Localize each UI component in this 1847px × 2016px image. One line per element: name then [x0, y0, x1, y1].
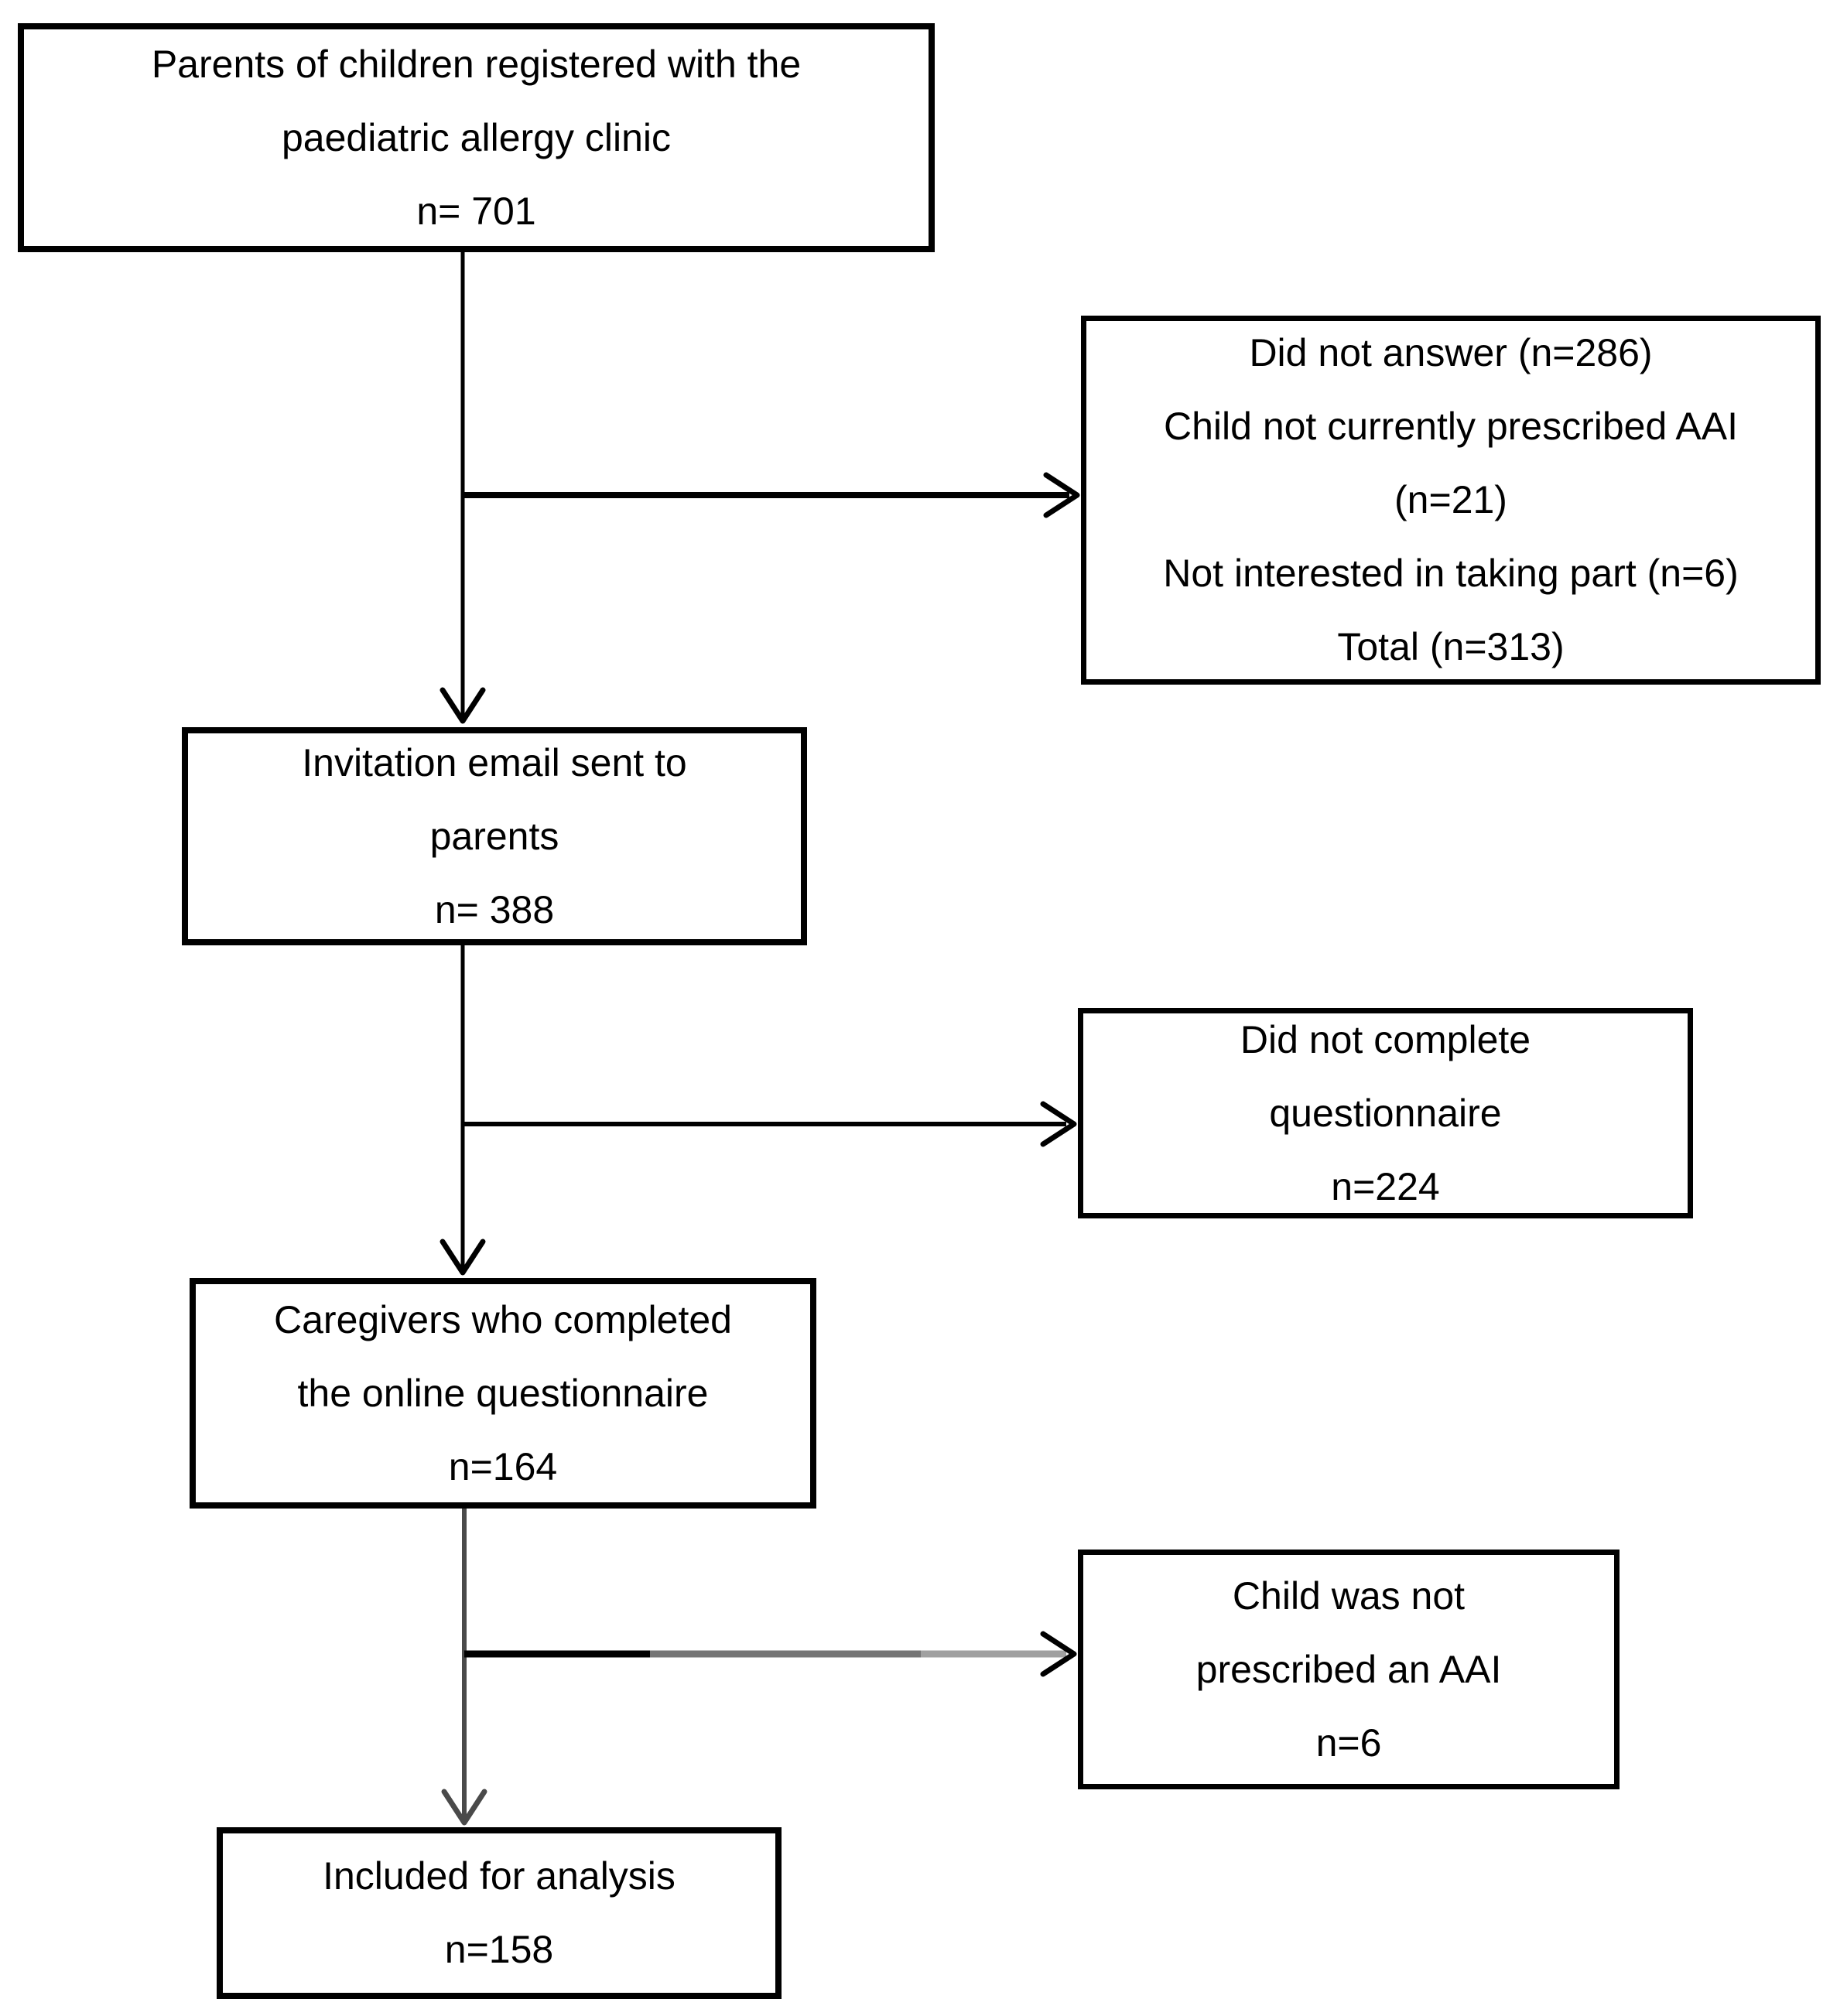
box-text-line: n= 388 — [434, 887, 555, 931]
box-text-line: n= 701 — [416, 189, 536, 233]
box-text-line: Child was not — [1232, 1574, 1466, 1618]
box-text-line: questionnaire — [1269, 1091, 1502, 1135]
box-completed — [190, 1278, 816, 1509]
box-invited — [182, 727, 807, 945]
box-text-line: Parents of children registered with the — [151, 42, 802, 86]
arrow-completed-to-analysis — [444, 1509, 484, 1823]
box-text-line: Included for analysis — [323, 1854, 676, 1898]
box-text-line: n=6 — [1315, 1720, 1382, 1765]
box-exclusion-before-invitation — [1081, 316, 1821, 685]
box-no-aai-prescribed — [1078, 1550, 1620, 1789]
box-text-line: the online questionnaire — [297, 1371, 709, 1415]
box-text-line: paediatric allergy clinic — [281, 115, 671, 159]
box-analysis — [217, 1827, 782, 1999]
box-text-line: Invitation email sent to — [302, 740, 687, 784]
box-text-line: n=158 — [444, 1928, 554, 1971]
box-text-line: Total (n=313) — [1337, 625, 1565, 668]
box-text-line: parents — [429, 814, 559, 858]
arrow-to-exclusion-2 — [463, 1104, 1074, 1144]
box-text-line: Did not complete — [1240, 1017, 1531, 1061]
box-text-line: Did not answer (n=286) — [1249, 331, 1653, 374]
box-text-line: Caregivers who completed — [274, 1297, 732, 1341]
box-text-line: Child not currently prescribed AAI — [1163, 405, 1739, 448]
box-text-line: n=164 — [448, 1444, 558, 1488]
box-did-not-complete — [1078, 1008, 1693, 1218]
box-text-line: (n=21) — [1394, 478, 1507, 521]
arrow-registered-to-invited — [443, 252, 483, 721]
arrow-invited-to-completed — [443, 945, 483, 1273]
box-registered — [18, 23, 935, 252]
arrow-to-exclusion-3 — [464, 1634, 1074, 1674]
box-text-line: Not interested in taking part (n=6) — [1163, 552, 1739, 595]
box-text-line: n=224 — [1331, 1164, 1440, 1208]
arrow-to-exclusion-1 — [463, 475, 1077, 515]
box-text-line: prescribed an AAI — [1195, 1647, 1502, 1691]
